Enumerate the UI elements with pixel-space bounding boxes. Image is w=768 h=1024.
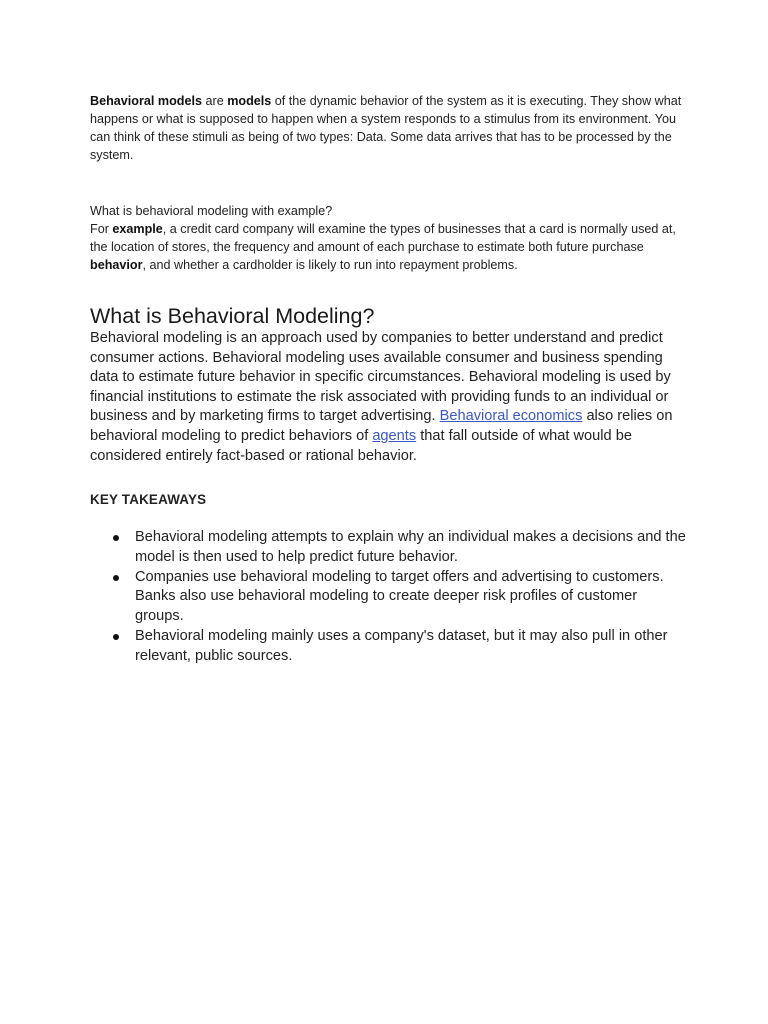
example-text: , a credit card company will examine the types of businesses that a card is normally used at, the location of stores, the frequency and amount of each purchase to estimate both future purchase (90, 222, 676, 254)
section-heading: What is Behavioral Modeling? (90, 304, 375, 328)
key-takeaways-title: KEY TAKEAWAYS (90, 492, 207, 508)
example-bold-example: example (112, 222, 163, 236)
section-text: that fall outside of what would be considered entirely fact-based or rational behavior. (90, 427, 632, 464)
bullet-icon (113, 575, 119, 581)
behavioral-economics-link[interactable]: Behavioral economics (439, 408, 583, 425)
intro-text: of the dynamic behavior of the system as it is executing. They show what happens or what is supposed to happen when a system responds to a stimulus from its environment. You can think of these stimuli as being of two types: Data. Some data arrives that has to be processed by the system. (90, 94, 682, 162)
list-item-text: Behavioral modeling attempts to explain why an individual makes a decisions and the model is then used to help predict future behavior. (135, 529, 686, 565)
intro-text: are (202, 94, 228, 108)
agents-link[interactable]: agents (372, 427, 417, 444)
key-takeaways-list (90, 528, 686, 666)
example-text: , and whether a cardholder is likely to run into repayment problems. (142, 258, 518, 272)
document-page (90, 92, 686, 667)
list-item (90, 627, 686, 666)
list-item (90, 568, 686, 627)
list-item (90, 528, 686, 567)
list-item-text: Companies use behavioral modeling to target offers and advertising to customers. Banks also use behavioral modeling to create deeper risk profiles of customer groups. (135, 568, 664, 625)
section-paragraph (90, 329, 686, 466)
bullet-icon (113, 535, 119, 541)
intro-bold-models: models (227, 94, 272, 108)
example-bold-behavior: behavior (90, 258, 143, 272)
example-question: What is behavioral modeling with example? (90, 204, 333, 218)
intro-bold-term: Behavioral models (90, 94, 202, 108)
section-text: also relies on behavioral modeling to predict behaviors of (90, 408, 673, 444)
bullet-icon (113, 634, 119, 640)
section-text: Behavioral modeling is an approach used by companies to better understand and predict consumer actions. Behavioral modeling uses available consumer and business spending data to estimate future behavior in specific circumstances. Behavioral modeling is used by financial institutions to estimate the risk associated with providing funds to an individual or business and by marketing firms to target advertising. (90, 330, 671, 425)
example-text: For (90, 222, 113, 236)
example-paragraph (90, 220, 686, 274)
intro-paragraph (90, 92, 686, 164)
list-item-text: Behavioral modeling mainly uses a company's dataset, but it may also pull in other relevant, public sources. (135, 628, 668, 664)
